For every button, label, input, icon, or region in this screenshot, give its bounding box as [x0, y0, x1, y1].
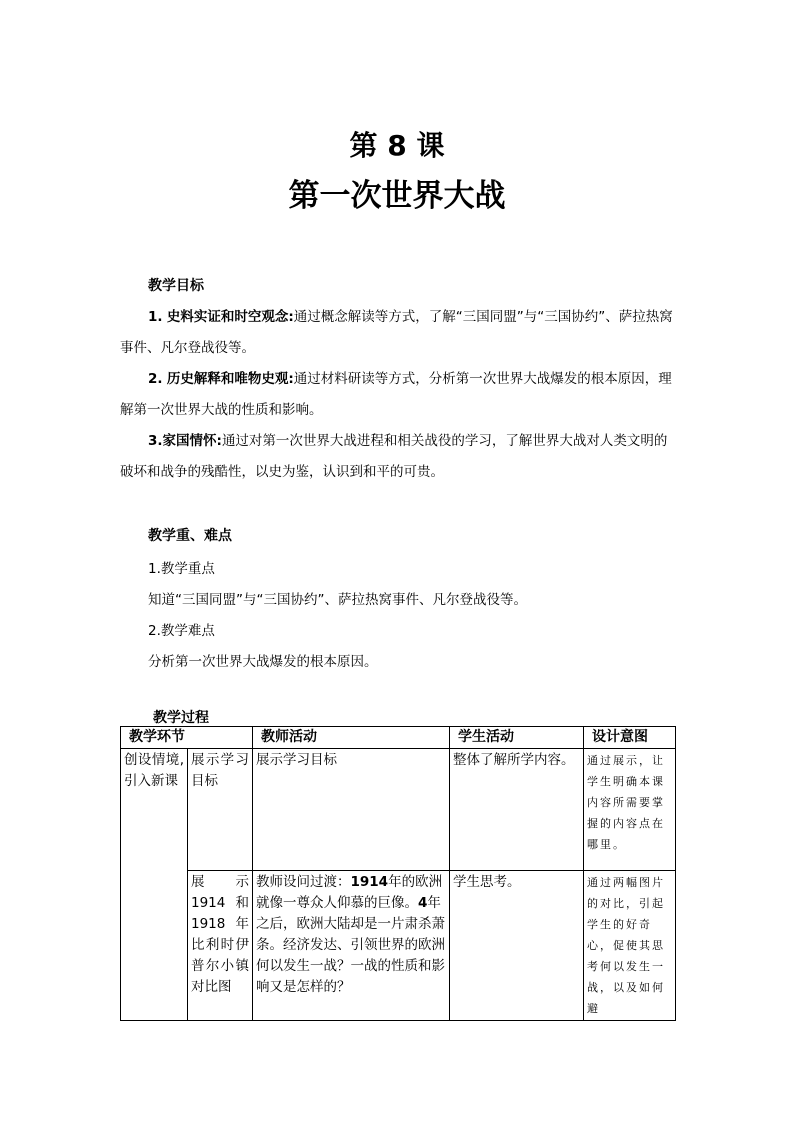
- lesson-title: 第一次世界大战: [288, 178, 506, 214]
- design-cell: 通过两幅图片的对比，引起学生的好奇心，促使其思考何以发生一战，以及如何避: [584, 871, 676, 1021]
- objective-1-label: 史料实证和时空观念:: [166, 309, 294, 325]
- student-cell: 学生思考。: [450, 871, 584, 1021]
- objective-3-text: 通过对第一次世界大战进程和相关战役的学习，了解世界大战对人类文明的破坏和战争的残酷性，以史为鉴，认识到和平的可贵。: [120, 433, 668, 480]
- table-header-row: [121, 727, 676, 749]
- design-cell: 通过展示，让学生明确本课内容所需要掌握的内容点在哪里。: [584, 749, 676, 871]
- focus-text: 知道“三国同盟”与“三国协约”、萨拉热窝事件、凡尔登战役等。: [148, 592, 527, 608]
- difficulty-label: 2.教学难点: [148, 623, 215, 639]
- teacher-text-part: 教师设问过渡：: [256, 874, 351, 890]
- teacher-text-part: 年的欧洲就像一尊众人仰慕的巨像。: [256, 874, 443, 911]
- objective-item-1: [120, 302, 676, 364]
- objective-1-number: 1.: [148, 309, 163, 325]
- difficulty-text: 分析第一次世界大战爆发的根本原因。: [148, 654, 378, 670]
- table-row: [121, 749, 676, 871]
- teacher-text-number: 4: [418, 895, 428, 911]
- step-cell: [188, 871, 253, 1021]
- process-heading: 教学过程: [153, 710, 209, 726]
- column-header-teacher: 教师活动: [253, 727, 450, 749]
- column-header-stage: 教学环节: [121, 727, 253, 749]
- process-table: [120, 726, 676, 1021]
- objective-3-label: 家国情怀:: [162, 433, 222, 449]
- objective-2-text: 通过材料研读等方式，分析第一次世界大战爆发的根本原因，理解第一次世界大战的性质和影响。: [120, 371, 672, 418]
- objective-2-number: 2.: [148, 371, 163, 387]
- objective-item-2: [120, 364, 676, 426]
- step-cell: 展示学习目标: [188, 749, 253, 871]
- lesson-number: 第 8 课: [349, 129, 445, 162]
- focus-label: 1.教学重点: [148, 561, 215, 577]
- objective-1-text: 通过概念解读等方式，了解“三国同盟”与“三国协约”、萨拉热窝事件、凡尔登战役等。: [120, 309, 673, 356]
- key-points-heading: 教学重、难点: [148, 528, 232, 544]
- objective-item-3: [120, 426, 676, 488]
- stage-cell: 创设情境,引入新课: [121, 749, 188, 1021]
- student-cell: 整体了解所学内容。: [450, 749, 584, 871]
- teacher-text-part: 年之后，欧洲大陆却是一片肃杀萧条。经济发达、引领世界的欧洲何以发生一战？一战的性质和影响又是怎样的？: [256, 895, 445, 995]
- column-header-design: 设计意图: [584, 727, 676, 749]
- objective-2-label: 历史解释和唯物史观:: [166, 371, 294, 387]
- teacher-text-year: 1914: [350, 874, 389, 890]
- objectives-heading: 教学目标: [148, 278, 204, 294]
- column-header-student: 学生活动: [450, 727, 584, 749]
- teacher-cell: 展示学习目标: [253, 749, 450, 871]
- table-row: [121, 871, 676, 1021]
- objective-3-number: 3.: [148, 433, 163, 449]
- teacher-cell: [253, 871, 450, 1021]
- step-text: 展示1914和1918年比利时伊普尔小镇对比图: [191, 874, 249, 995]
